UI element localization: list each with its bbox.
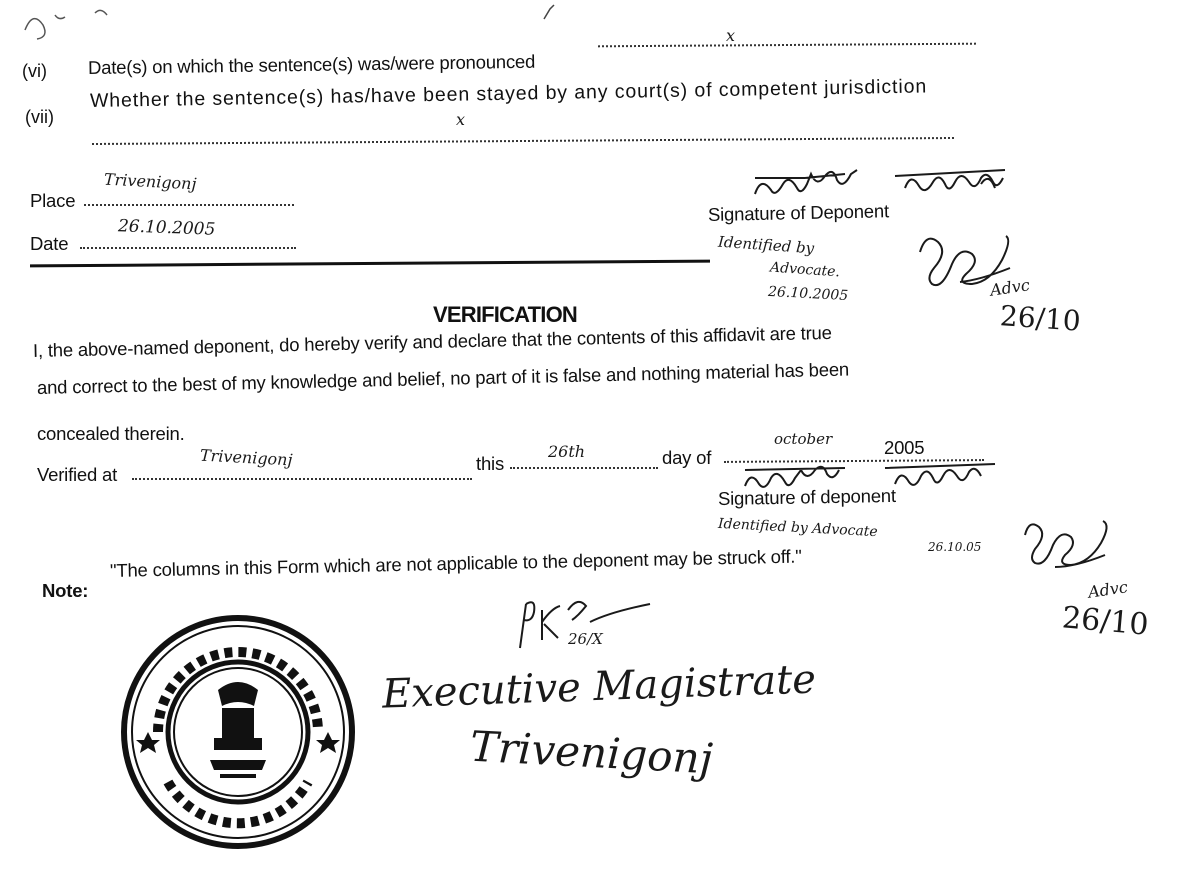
verification-paragraph-line-2: and correct to the best of my knowledge and belief, no part of it is false and nothing material has been xyxy=(36,358,850,398)
deponent-signature-caption: Signature of Deponent xyxy=(707,200,890,225)
note-text: "The columns in this Form which are not applicable to the deponent may be struck off." xyxy=(109,545,802,581)
verification-signature-caption: Signature of deponent xyxy=(717,484,897,509)
note-label: Note: xyxy=(42,580,89,601)
date-value: 26.10.2005 xyxy=(117,216,216,240)
item-vi-dotted-line xyxy=(598,43,976,48)
day-dotted-line xyxy=(510,467,658,469)
corner-scribble xyxy=(20,5,140,55)
place-value: Trivenigonj xyxy=(103,169,197,194)
verification-identified-by: Identified by Advocate xyxy=(717,515,879,541)
deponent-signature-1 xyxy=(745,166,1035,206)
magistrate-signature xyxy=(508,590,678,660)
date-dotted-line xyxy=(80,247,296,249)
day-of-label: day of xyxy=(662,447,712,468)
item-vii-dotted-line xyxy=(92,137,954,145)
advocate-initials-2: Advc xyxy=(1086,577,1129,602)
verified-at-label: Verified at xyxy=(37,464,118,485)
verification-paragraph-line-1: I, the above-named deponent, do hereby verify and declare that the contents of this affidavit are true xyxy=(32,321,832,361)
advocate-initials-1: Advc xyxy=(988,275,1031,300)
verification-paragraph-line-3: concealed therein. xyxy=(37,423,185,444)
identified-date: 26.10.2005 xyxy=(767,283,849,305)
place-dotted-line xyxy=(84,204,294,206)
date-label: Date xyxy=(30,233,69,254)
identified-advocate-label: Advocate. xyxy=(769,259,841,281)
verification-heading: VERIFICATION xyxy=(433,302,577,327)
advocate-date-1: 26/10 xyxy=(998,299,1082,338)
this-label: this xyxy=(476,453,504,474)
advocate-date-2: 26/10 xyxy=(1060,600,1150,643)
official-seal xyxy=(118,612,358,852)
month-value: october xyxy=(774,430,833,448)
magistrate-title: Executive Magistrate xyxy=(381,656,817,718)
item-vii-strike-mark: x xyxy=(456,110,466,129)
verification-identified-date: 26.10.05 xyxy=(928,540,982,554)
identified-by-label: Identified by xyxy=(717,232,815,258)
verified-at-value: Trivenigonj xyxy=(199,445,293,470)
item-vi-strike-mark: x xyxy=(726,26,736,45)
magistrate-date: 26/X xyxy=(568,630,603,648)
place-label: Place xyxy=(30,190,76,211)
item-vi-number: (vi) xyxy=(22,61,47,81)
section-divider xyxy=(30,260,710,268)
item-vi-text: Date(s) on which the sentence(s) was/were pronounced xyxy=(87,50,536,78)
item-vii-text: Whether the sentence(s) has/have been stayed by any court(s) of competent jurisdiction xyxy=(89,75,928,112)
verified-at-dotted-line xyxy=(132,478,472,480)
day-value: 26th xyxy=(548,442,586,461)
top-tick-mark xyxy=(540,3,560,23)
year-value: 2005 xyxy=(884,437,925,458)
item-vii-number: (vii) xyxy=(25,107,54,127)
magistrate-place: Trivenigonj xyxy=(468,721,714,784)
